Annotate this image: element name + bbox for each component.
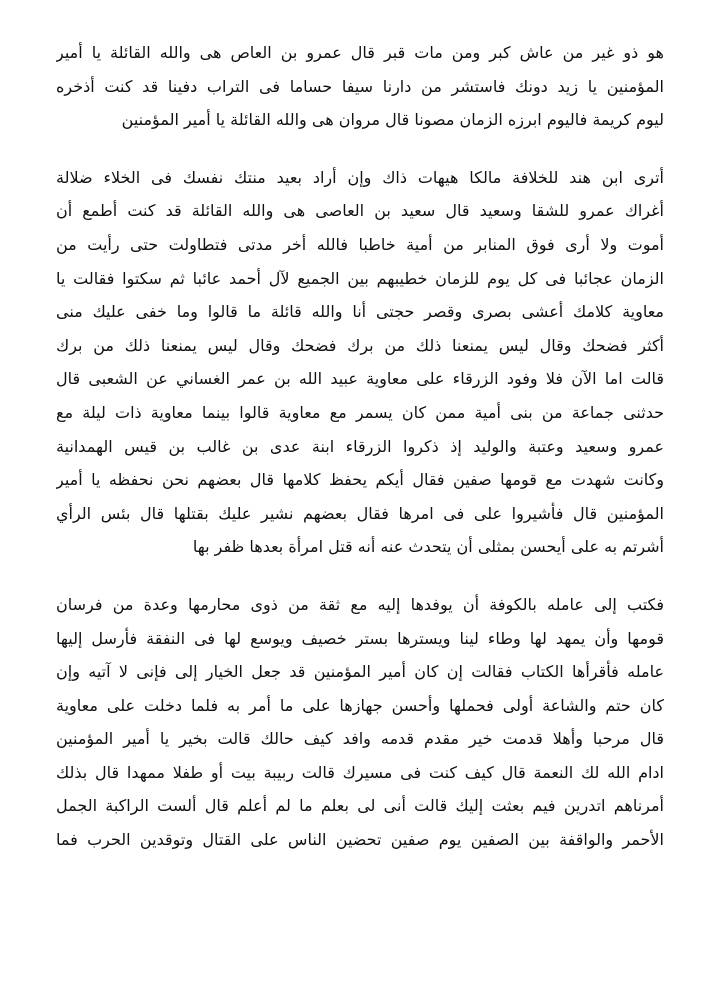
text-line: الزمان عجائبا فى كل يوم للزمان خطيبهم بين الجميع لآل أحمد عائبا ثم سكتوا فقالت يا xyxy=(56,268,664,288)
paragraph-1 xyxy=(56,36,664,137)
text-line: المؤمنين قال فأشيروا على فى امرها فقال بعضهم نشير عليك بقتلها قال بئس الرأي xyxy=(56,503,664,523)
text-line: الأحمر والواقفة بين الصفين يوم صفين تحضين الناس على القتال وتوقدين الحرب فما xyxy=(56,830,664,850)
text-line: معاوية كلامك أعشى بصرى وقصر حجتى أنا والله قائلة ما قالوا وما خفى عليك منى xyxy=(56,302,664,322)
text-line: ادام الله لك النعمة قال كيف كنت فى مسيرك قالت ربيبة بيت أو طفلا ممهدا قال بذلك xyxy=(56,762,664,782)
text-line: قال مرحبا وأهلا قدمت خير مقدم قدمه وافد كيف حالك قالت بخير يا أمير المؤمنين xyxy=(56,729,664,749)
text-line: فكتب إلى عامله بالكوفة أن يوفدها إليه مع ثقة من ذوى محارمها وعدة من فرسان xyxy=(56,594,664,614)
text-line: كان حتم والشاعة أولى فحملها وأحسن جهازها على ما أمر به فلما دخلت على معاوية xyxy=(56,695,664,715)
text-line: عامله فأقرأها الكتاب فقالت إن كان أمير المؤمنين قد جعل الخيار إلى فإنى لا آتيه وإن xyxy=(56,662,664,682)
text-line: أترى ابن هند للخلافة مالكا هيهات ذاك وإن أراد بعيد منتك نفسك فى الخلاء ضلالة xyxy=(56,167,664,187)
text-line: أموت ولا أرى فوق المنابر من أمية خاطبا فالله أخر مدتى فتطاولت حتى رأيت من xyxy=(56,234,664,254)
text-line: أغراك عمرو للشقا وسعيد قال سعيد بن العاصى هى والله القائلة قد كنت أطمع أن xyxy=(56,201,664,221)
paragraph-2 xyxy=(56,161,664,564)
text-line: أمرناهم اتدرين فيم بعثت إليك قالت أنى لى بعلم ما لم أعلم قال ألست الراكبة الجمل xyxy=(56,796,664,816)
text-line: المؤمنين يا زيد دونك فاستشر من دارنا سيفا حساما فى التراب دفينا قد كنت أذخره xyxy=(56,76,664,96)
paragraph-3 xyxy=(56,588,664,857)
text-line: ليوم كريمة فاليوم ابرزه الزمان مصونا قال مروان هى والله القائلة يا أمير المؤمنين xyxy=(121,110,664,130)
text-line: أشرتم به على أيحسن بمثلى أن يتحدث عنه أنه قتل امرأة بعدها ظفر بها xyxy=(192,537,664,557)
text-line: هو ذو غير من عاش كبر ومن مات قبر قال عمرو بن العاص هى والله القائلة يا أمير xyxy=(56,43,664,62)
text-line: عمرو وسعيد وعتبة والوليد إذ ذكروا الزرقاء ابنة عدى بن غالب بن قيس الهمدانية xyxy=(56,436,664,456)
text-line: قالت اما الآن فلا وفود الزرقاء على معاوية عبيد الله بن عمر الغساني عن الشعبى قال xyxy=(56,369,664,389)
text-line: حدثنى جماعة من بنى أمية ممن كان يسمر مع معاوية قالوا بينما معاوية ذات ليلة مع xyxy=(56,402,664,422)
text-line: قومها وأن يمهد لها وطاء لينا ويسترها بستر خصيف ويوسع لها فى النفقة فأرسل إليها xyxy=(56,628,664,648)
text-line: أكثر فضحك وقال ليس يمنعنا ذلك من برك فضحك وقال ليس يمنعنا ذلك من برك xyxy=(56,335,664,355)
text-line: وكانت شهدت مع قومها صفين فقال أيكم يحفظ كلامها قال بعضهم نحن نحفظه يا أمير xyxy=(56,470,664,490)
